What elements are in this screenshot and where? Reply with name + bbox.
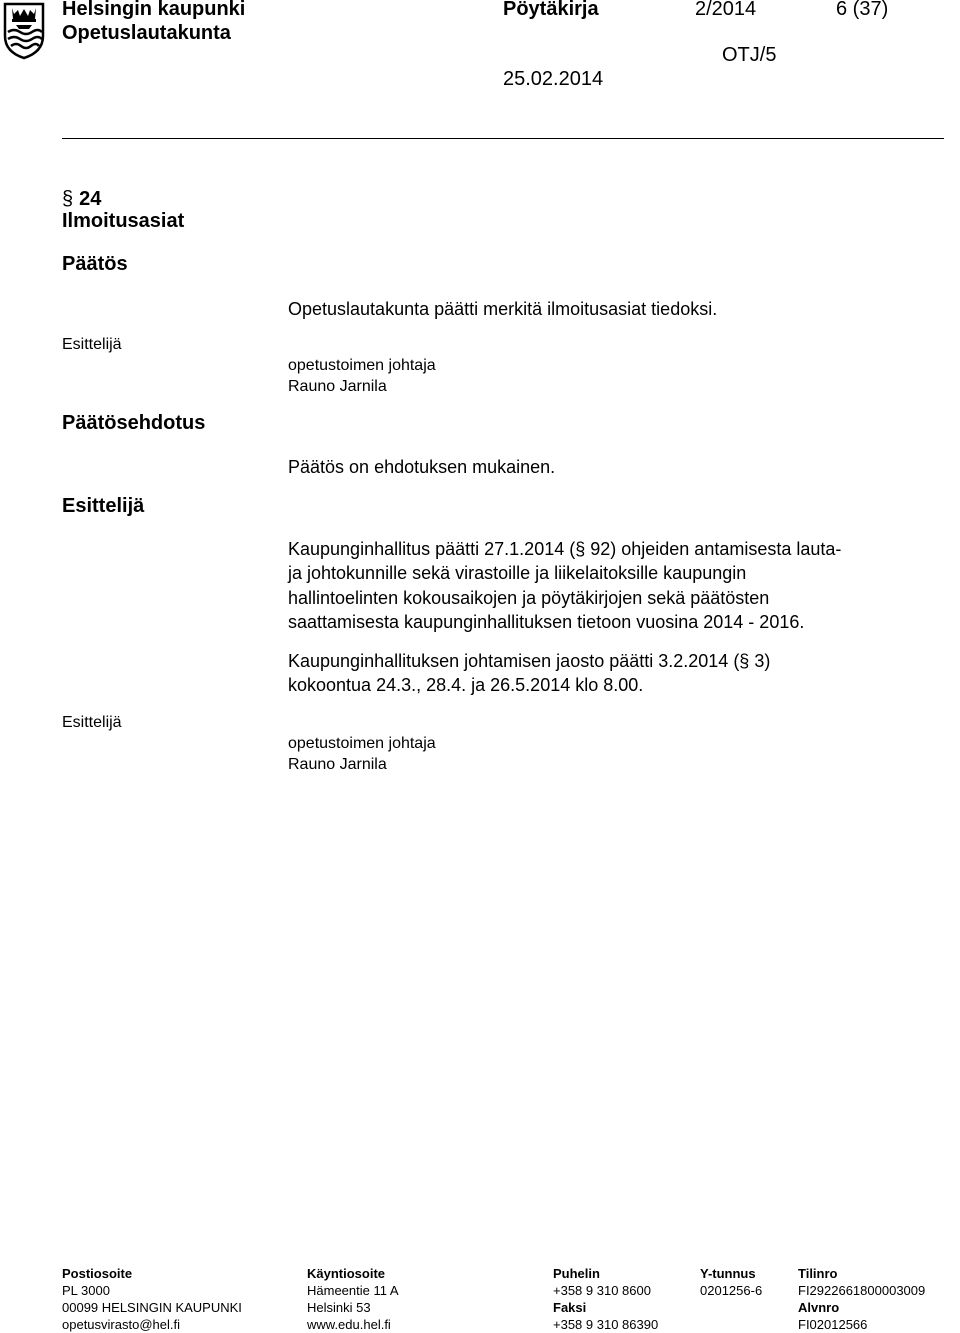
presenter-3-name: Rauno Jarnila xyxy=(288,756,387,773)
header-doc-type: Pöytäkirja xyxy=(503,0,599,20)
presenter-1-name: Rauno Jarnila xyxy=(288,378,387,395)
decision-text: Opetuslautakunta päätti merkitä ilmoitusasiat tiedoksi. xyxy=(288,299,718,319)
footer-visit xyxy=(307,1265,399,1333)
header-date: 25.02.2014 xyxy=(503,68,604,90)
presenter-1-title: opetustoimen johtaja xyxy=(288,357,436,374)
footer-ytunnus xyxy=(700,1265,762,1299)
label-presenter-2: Esittelijä xyxy=(62,495,145,517)
header-divider xyxy=(62,138,944,139)
footer-postal-line2: 00099 HELSINGIN KAUPUNKI xyxy=(62,1300,242,1315)
helsinki-crest-logo xyxy=(2,2,46,60)
footer-phone-label: Puhelin xyxy=(553,1266,600,1281)
footer-visit-line1: Hämeentie 11 A xyxy=(307,1283,399,1298)
paragraph-1 xyxy=(288,537,841,634)
footer-alvnro-value: FI02012566 xyxy=(798,1317,868,1332)
footer-tilinro-label: Tilinro xyxy=(798,1266,838,1281)
footer-ytunnus-label: Y-tunnus xyxy=(700,1266,756,1281)
footer-phone-line1: +358 9 310 8600 xyxy=(553,1283,651,1298)
section-number: § 24 xyxy=(62,188,102,210)
footer-postal xyxy=(62,1265,242,1333)
footer-phone xyxy=(553,1265,658,1333)
label-presenter-1: Esittelijä xyxy=(62,336,122,353)
footer-ytunnus-value: 0201256-6 xyxy=(700,1283,763,1298)
header-page: 6 (37) xyxy=(836,0,889,20)
paragraph-2 xyxy=(288,649,770,698)
footer-fax-number: +358 9 310 86390 xyxy=(553,1317,659,1332)
header-dept: Opetuslautakunta xyxy=(62,22,231,44)
header-code: OTJ/5 xyxy=(722,44,777,66)
footer-visit-label: Käyntiosoite xyxy=(307,1266,386,1281)
footer-postal-email[interactable]: opetusvirasto@hel.fi xyxy=(62,1317,180,1332)
paragraph-1-line: saattamisesta kaupunginhallituksen tietoon vuosina 2014 - 2016. xyxy=(288,611,805,632)
footer-postal-line1: PL 3000 xyxy=(62,1283,110,1298)
paragraph-1-line: ja johtokunnille sekä virastoille ja liikelaitoksille kaupungin xyxy=(288,563,747,584)
label-proposal: Päätösehdotus xyxy=(62,412,206,434)
footer-postal-label: Postiosoite xyxy=(62,1266,133,1281)
footer-visit-website[interactable]: www.edu.hel.fi xyxy=(307,1317,391,1332)
paragraph-2-line: kokoontua 24.3., 28.4. ja 26.5.2014 klo 8.00. xyxy=(288,675,644,696)
header-number: 2/2014 xyxy=(695,0,757,20)
footer-visit-line2: Helsinki 53 xyxy=(307,1300,371,1315)
proposal-text: Päätös on ehdotuksen mukainen. xyxy=(288,457,556,477)
label-decision: Päätös xyxy=(62,253,128,275)
footer-alvnro-label: Alvnro xyxy=(798,1300,840,1315)
footer-tilinro xyxy=(798,1265,925,1333)
presenter-3-title: opetustoimen johtaja xyxy=(288,735,436,752)
paragraph-1-line: Kaupunginhallitus päätti 27.1.2014 (§ 92) ohjeiden antamisesta lauta- xyxy=(288,539,842,559)
header-org: Helsingin kaupunki xyxy=(62,0,246,20)
paragraph-1-line: hallintoelinten kokousaikojen ja pöytäkirjojen sekä päätösten xyxy=(288,587,770,608)
label-presenter-3: Esittelijä xyxy=(62,714,122,731)
footer-tilinro-value: FI2922661800003009 xyxy=(798,1283,926,1298)
section-title: Ilmoitusasiat xyxy=(62,210,185,232)
paragraph-2-line: Kaupunginhallituksen johtamisen jaosto päätti 3.2.2014 (§ 3) xyxy=(288,651,771,671)
footer-fax-label: Faksi xyxy=(553,1300,587,1315)
paragraph-symbol: § xyxy=(62,188,74,210)
